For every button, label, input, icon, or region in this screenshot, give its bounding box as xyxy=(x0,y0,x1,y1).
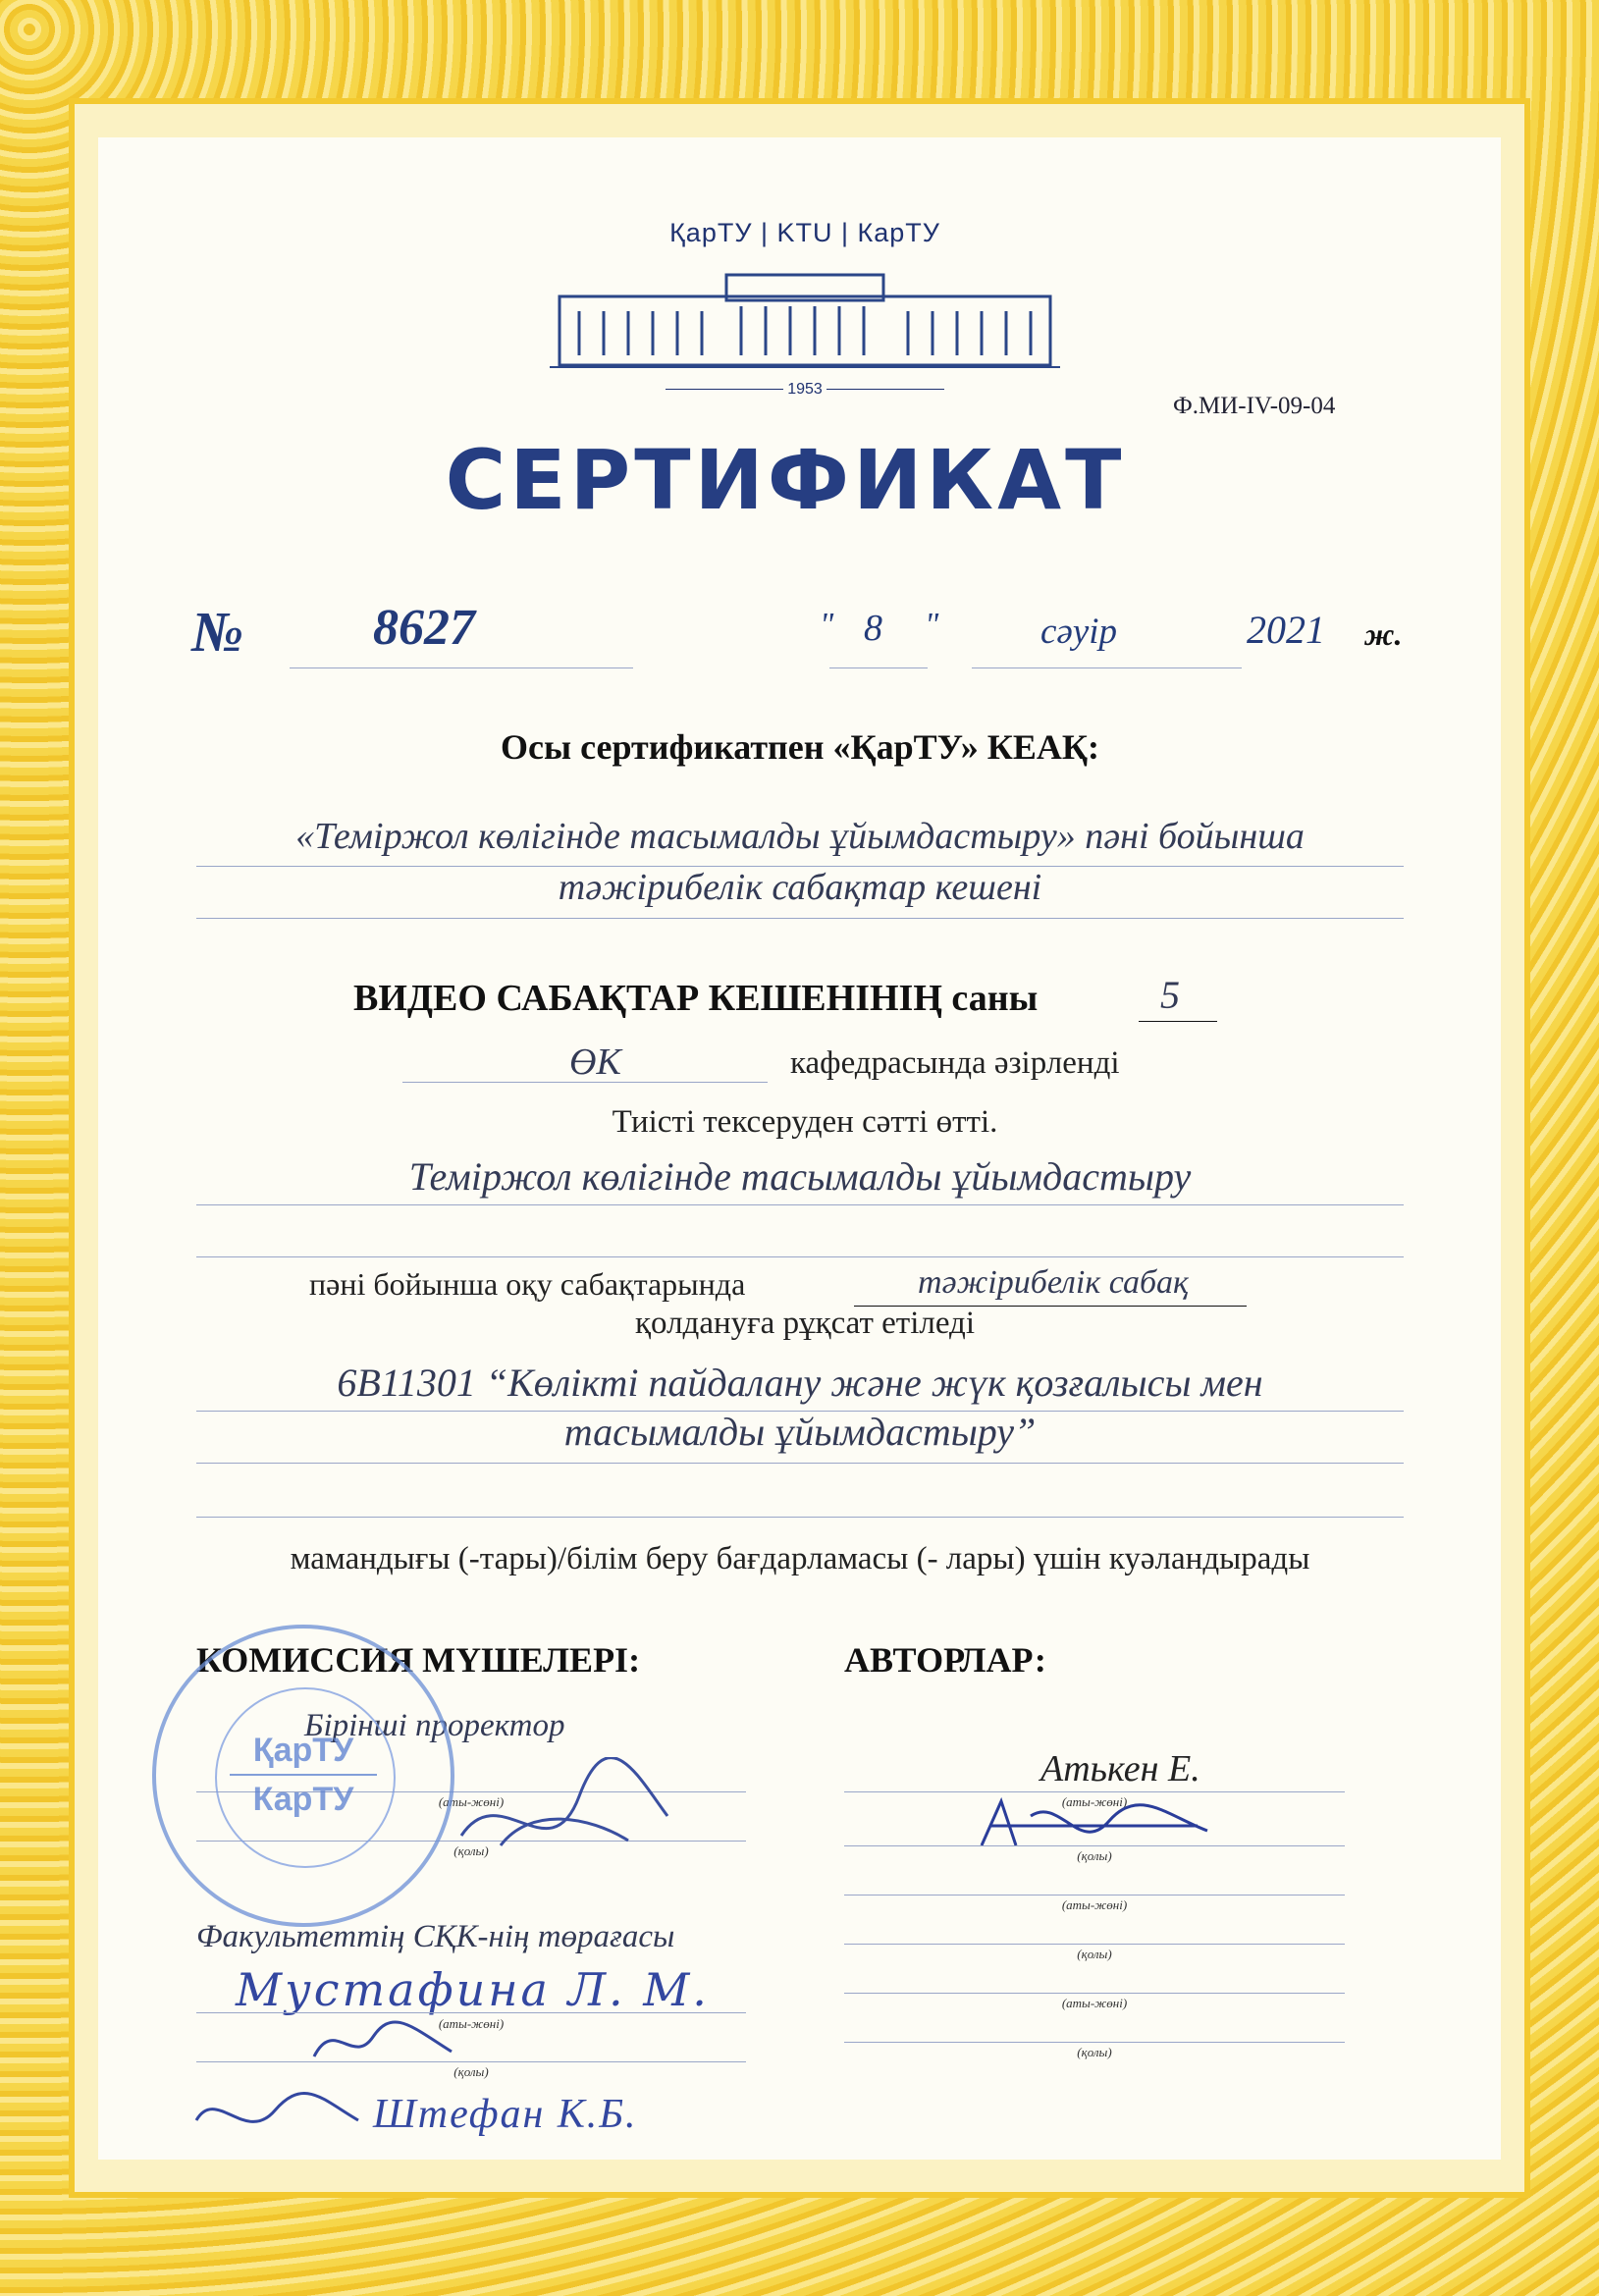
usage-type: тәжірибелік сабақ xyxy=(918,1264,1189,1301)
number-sign: № xyxy=(191,600,244,664)
commission-name-caption1: (аты-жөні) xyxy=(438,1794,505,1809)
specialty-line2: тасымалды ұйымдастыру” xyxy=(563,1410,1037,1454)
university-stamp xyxy=(152,1625,454,1927)
video-count: 5 xyxy=(1160,973,1180,1017)
department: ӨК xyxy=(569,1041,621,1083)
commission-role2: Факультеттің СҚК-нің төрағасы xyxy=(196,1919,675,1954)
logo-year: 1953 xyxy=(787,381,823,398)
university-building-logo xyxy=(550,257,1060,375)
commission-signature1 xyxy=(442,1757,677,1865)
course-title-line1: «Теміржол көлігінде тасымалды ұйымдастыру» пәні бойынша xyxy=(295,816,1305,857)
certifies-text: мамандығы (-тары)/білім беру бағдарламасы (- лары) үшін куәландырады xyxy=(290,1541,1310,1576)
bottom-signature-mark xyxy=(187,2081,363,2150)
author1-name: Атькен Е. xyxy=(1040,1748,1200,1789)
department-suffix: кафедрасында әзірленді xyxy=(790,1045,1120,1081)
discipline: Теміржол көлігінде тасымалды ұйымдастыру xyxy=(408,1154,1192,1199)
usage-prefix: пәні бойынша оқу сабақтарында xyxy=(309,1266,746,1302)
course-title-line2: тәжірибелік сабақтар кешені xyxy=(558,867,1042,908)
bottom-signature: Штефан К.Б. xyxy=(373,2092,638,2137)
authors-name-caption2: (аты-жөні) xyxy=(1061,1897,1128,1912)
commission-heading: КОМИССИЯ МҮШЕЛЕРІ: xyxy=(196,1640,641,1680)
authors-sign-caption3: (қолы) xyxy=(1077,2045,1112,2059)
date-day: 8 xyxy=(864,608,882,649)
authors-sign-caption2: (қолы) xyxy=(1077,1947,1112,1961)
authors-name-caption1: (аты-жөні) xyxy=(1061,1794,1128,1809)
video-count-label: ВИДЕО САБАҚТАР КЕШЕНІНІҢ саны xyxy=(353,978,1039,1019)
usage-permit: қолдануға рұқсат етіледі xyxy=(634,1306,976,1341)
commission-role1: Бірінші проректор xyxy=(304,1708,565,1743)
authors-sign-caption1: (қолы) xyxy=(1077,1848,1112,1863)
stamp-line1: ҚарТУ xyxy=(252,1732,354,1769)
statement: Осы сертификатпен «ҚарТУ» КЕАҚ: xyxy=(500,727,1099,767)
date-close-quote: " xyxy=(925,607,939,643)
check-text: Тиісті тексеруден сәтті өтті. xyxy=(612,1104,998,1140)
certificate-number: 8627 xyxy=(373,600,475,656)
commission-sign-caption1: (қолы) xyxy=(453,1843,489,1858)
authors-name-caption3: (аты-жөні) xyxy=(1061,1996,1128,2010)
date-year: 2021 xyxy=(1247,608,1325,652)
commission-signature2 xyxy=(304,2007,461,2076)
commission-member2-name: Мустафина Л. М. xyxy=(236,1963,710,2016)
authors-heading: АВТОРЛАР: xyxy=(844,1640,1046,1680)
year-suffix: ж. xyxy=(1364,616,1403,652)
date-month: сәуір xyxy=(1040,612,1118,652)
specialty-line1: 6B11301 “Көлікті пайдалану және жүк қозғалысы мен xyxy=(337,1361,1263,1405)
stamp-line2: КарТУ xyxy=(252,1781,354,1818)
commission-name-caption2: (аты-жөні) xyxy=(438,2016,505,2031)
stamp-inner-ring xyxy=(215,1687,396,1868)
form-code: Ф.МИ-IV-09-04 xyxy=(1173,393,1336,419)
certificate-title: СЕРТИФИКАТ xyxy=(445,432,1126,528)
date-open-quote: " xyxy=(820,607,834,643)
commission-sign-caption2: (қолы) xyxy=(453,2064,489,2079)
logo-text: ҚарТУ | KTU | КарТУ xyxy=(669,218,940,247)
